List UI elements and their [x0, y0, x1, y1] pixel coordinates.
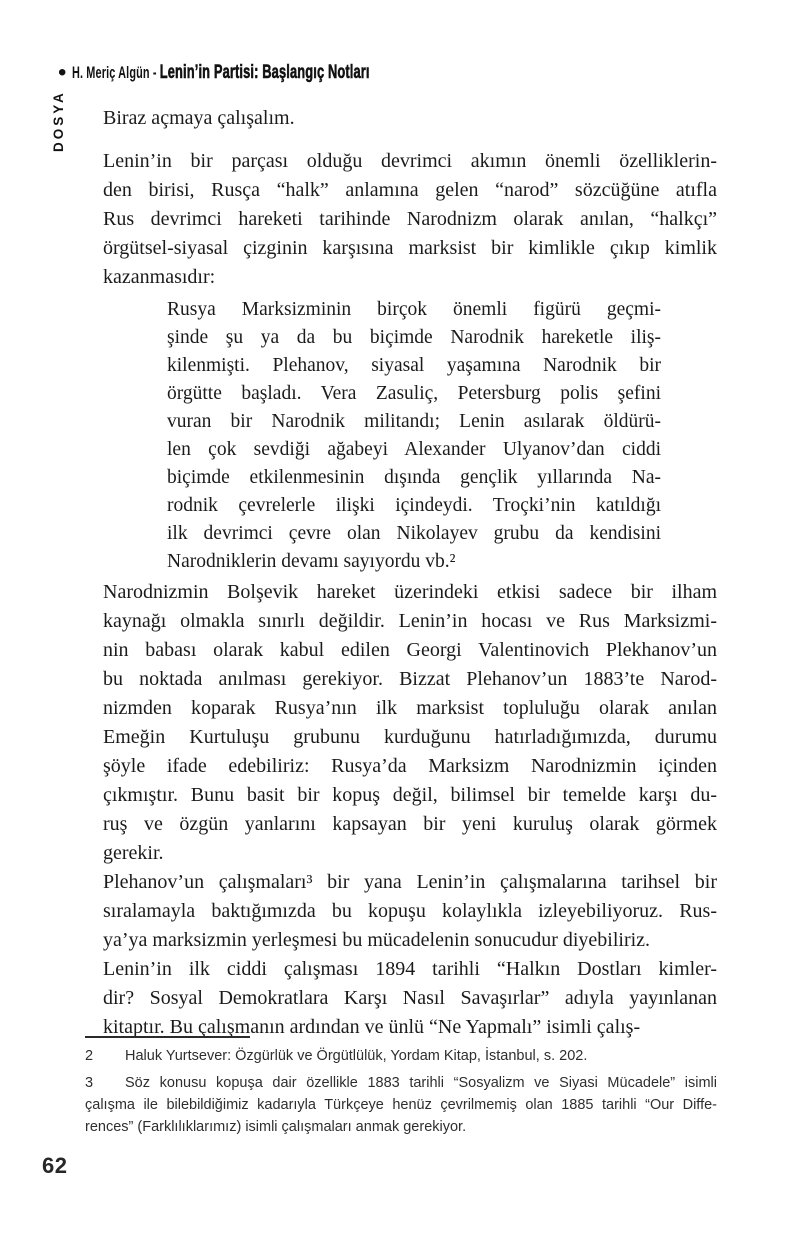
- text-line: ilk devrimci çevre olan Nikolayev grubu da kendisini: [167, 523, 661, 544]
- text-line: kitaptır. Bu çalışmanın ardından ve ünlü “Ne Yapmalı” isimli çalış-: [103, 1016, 641, 1038]
- text-line: ya’ya marksizmin yerleşmesi bu mücadelenin sonucudur diyebiliriz.: [103, 929, 651, 951]
- bullet-icon: •: [58, 58, 67, 86]
- text-line: çıkmıştır. Bunu basit bir kopuş değil, bilimsel bir temelde karşı du-: [103, 784, 717, 806]
- text-line: biçimde etkilenmesinin dışında gençlik yıllarında Na-: [167, 467, 661, 488]
- footnote-separator: [85, 1036, 250, 1038]
- text-line: kilenmişti. Plehanov, siyasal yaşamına Narodnik bir: [167, 355, 661, 376]
- section-label-vertical: DOSYA: [51, 90, 66, 152]
- text-line: şinde şu ya da bu biçimde Narodnik hareketle iliş-: [167, 327, 661, 348]
- text-line: Rus devrimci hareketi tarihinde Narodnizm olarak anılan, “halkçı”: [103, 208, 717, 230]
- text-line: Emeğin Kurtuluşu grubunu kurduğunu hatırladığımızda, durumu: [103, 726, 717, 748]
- text-line: Plehanov’un çalışmaları³ bir yana Lenin’in çalışmalarına tarihsel bir: [103, 871, 717, 893]
- footnote: [85, 1045, 717, 1067]
- text-line: nin babası olarak kabul edilen Georgi Valentinovich Plekhanov’un: [103, 639, 717, 661]
- text-line: nizmden koparak Rusya’nın ilk marksist topluluğu olarak anılan: [103, 697, 717, 719]
- footnotes: [85, 1036, 717, 1143]
- running-header-text: [72, 61, 370, 84]
- text-line: kazanmasıdır:: [103, 266, 216, 288]
- page-body: [103, 104, 717, 1042]
- text-line: kaynağı olmakla sınırlı değildir. Lenin’in hocası ve Rus Marksizmi-: [103, 610, 717, 632]
- text-line: Rusya Marksizminin birçok önemli figürü geçmi-: [167, 299, 661, 320]
- paragraph: [103, 955, 717, 1042]
- text-line: şöyle ifade edebiliriz: Rusya’da Marksizm Narodnizmin içinden: [103, 755, 717, 777]
- author-name: H. Meriç Algün -: [72, 64, 161, 82]
- text-line: dir? Sosyal Demokratlara Karşı Nasıl Savaşırlar” adıyla yayınlanan: [103, 987, 717, 1009]
- text-line: 3 Söz konusu kopuşa dair özellikle 1883 tarihli “Sosyalizm ve Siyasi Mücadele” isimli: [85, 1072, 717, 1094]
- page-number: 62: [42, 1153, 68, 1178]
- paragraph: [103, 104, 717, 133]
- chapter-title: Lenin’in Partisi: Başlangıç Notları: [160, 61, 371, 83]
- footnote: [85, 1072, 717, 1138]
- running-header: [58, 58, 523, 86]
- footnote-number: 3: [85, 1075, 94, 1091]
- text-line: Lenin’in bir parçası olduğu devrimci akımın önemli özelliklerin-: [103, 150, 717, 172]
- text-line: ruş ve özgün yanlarını kapsayan bir yeni kuruluş olarak görmek: [103, 813, 717, 835]
- text-line: 2 Haluk Yurtsever: Özgürlük ve Örgütlülük, Yordam Kitap, İstanbul, s. 202.: [85, 1045, 717, 1067]
- blockquote: [167, 296, 661, 576]
- paragraph: [103, 868, 717, 955]
- text-line: den birisi, Rusça “halk” anlamına gelen “narod” sözcüğüne atıfla: [103, 179, 717, 201]
- text-line: çalışma ile bilebildiğimiz kadarıyla Türkçeye henüz çevrilmemiş olan 1885 tarihli “Our Diffe-: [85, 1097, 717, 1113]
- text-line: örgütsel-siyasal çizginin karşısına marksist bir kimlikle çıkıp kimlik: [103, 237, 717, 259]
- text-line: sıralamayla baktığımızda bu kopuşu kolaylıkla izleyebiliyoruz. Rus-: [103, 900, 717, 922]
- text-line: gerekir.: [103, 842, 164, 864]
- paragraph: [103, 147, 717, 292]
- text-line: vuran bir Narodnik militandı; Lenin asılarak öldürü-: [167, 411, 661, 432]
- text-line: rences” (Farklılıklarımız) isimli çalışmaları anmak gerekiyor.: [85, 1119, 467, 1135]
- text-line: len çok sevdiği ağabeyi Alexander Ulyanov’dan ciddi: [167, 439, 661, 460]
- text-line: bu noktada anılması gerekiyor. Bizzat Plehanov’un 1883’te Narod-: [103, 668, 717, 690]
- text-line: örgütte başladı. Vera Zasuliç, Petersburg polis şefini: [167, 383, 661, 404]
- text-line: Narodniklerin devamı sayıyordu vb.²: [167, 551, 456, 572]
- text-line: Biraz açmaya çalışalım.: [103, 107, 295, 129]
- footnote-number: 2: [85, 1048, 94, 1064]
- text-line: Narodnizmin Bolşevik hareket üzerindeki etkisi sadece bir ilham: [103, 581, 717, 603]
- text-line: Lenin’in ilk ciddi çalışması 1894 tarihli “Halkın Dostları kimler-: [103, 958, 717, 980]
- paragraph: [103, 578, 717, 868]
- text-line: rodnik çevrelerle ilişki içindeydi. Troçki’nin katıldığı: [167, 495, 661, 516]
